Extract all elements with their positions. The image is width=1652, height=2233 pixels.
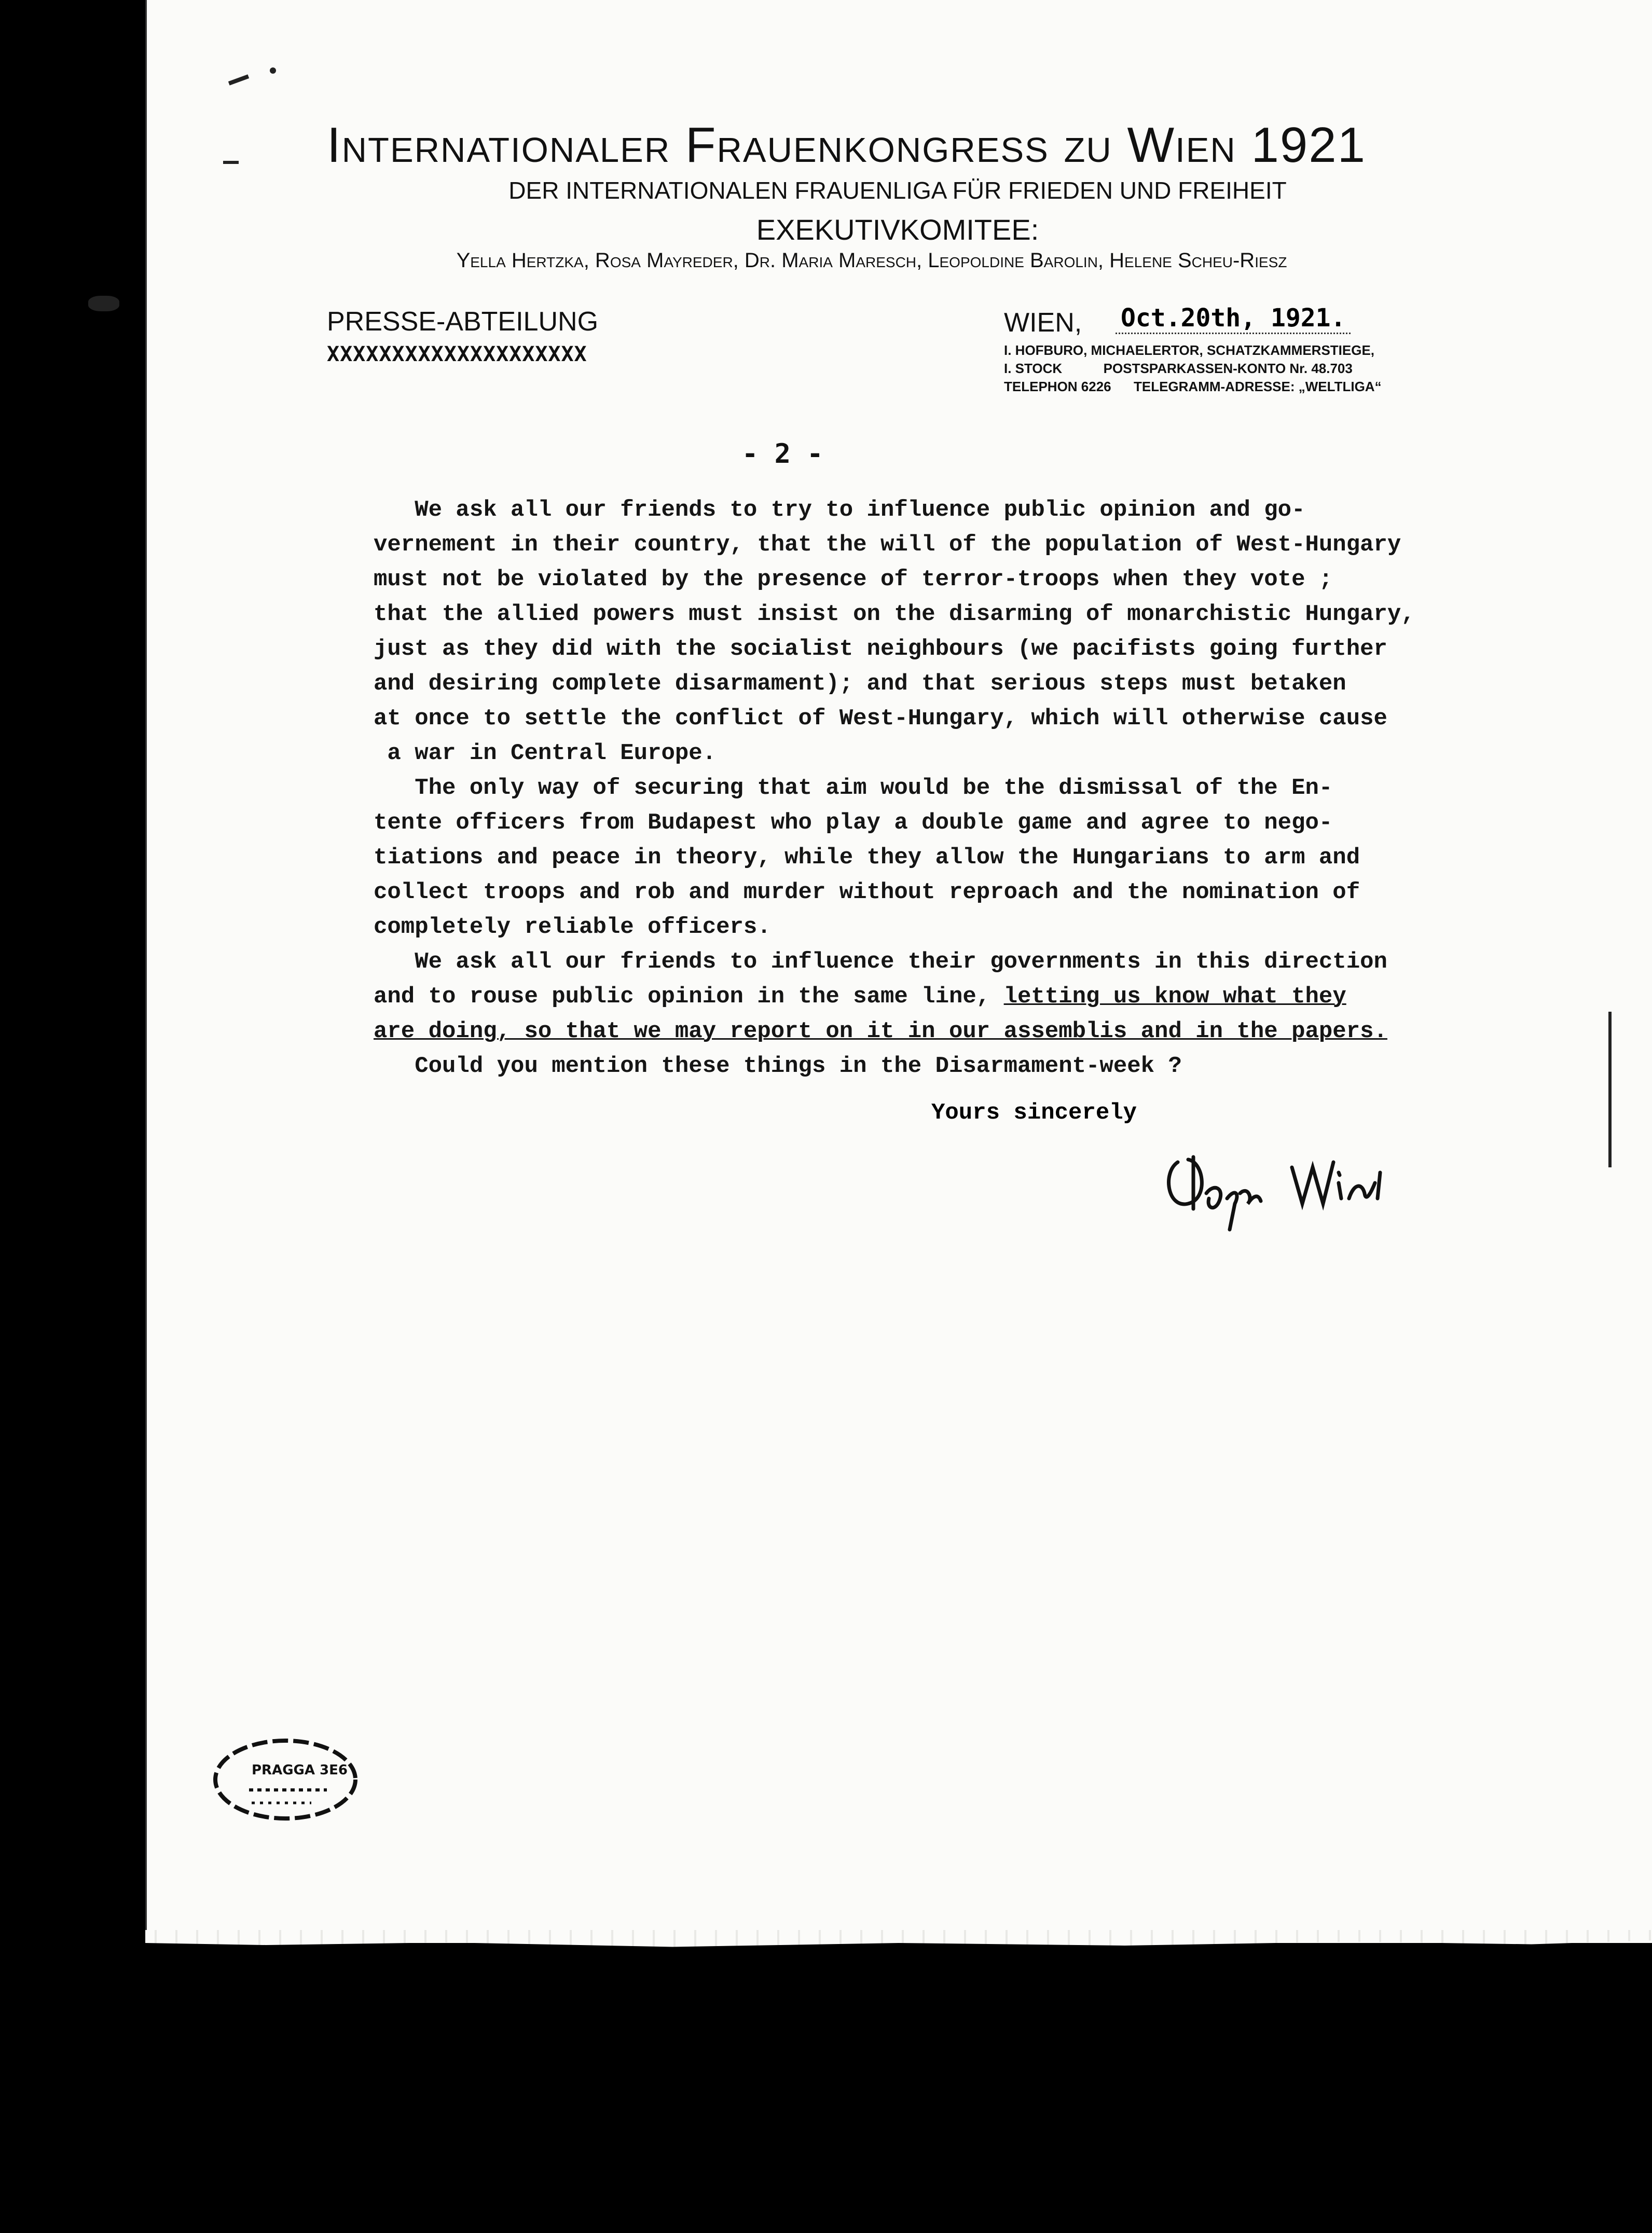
handwritten-signature <box>1157 1131 1427 1235</box>
address-line-2: I. STOCK POSTSPARKASSEN-KONTO Nr. 48.703 <box>1004 361 1353 376</box>
text-line: Could you mention these things in the Disarmament-week ? <box>374 1053 1182 1079</box>
text-line: collect troops and rob and murder without reproach and the nomination of <box>374 879 1360 905</box>
address-line-3: TELEPHON 6226 TELEGRAMM-ADRESSE: „WELTLIGA“ <box>1004 379 1382 394</box>
archive-stamp <box>208 1733 363 1826</box>
text-line <box>374 980 1619 1014</box>
svg-text:PRAGGA 3E6: PRAGGA 3E6 <box>252 1762 348 1778</box>
city-label: WIEN, <box>1004 308 1082 338</box>
text-line: that the allied powers must insist on the disarming of monarchistic Hungary, <box>374 601 1415 627</box>
text-line: tiations and peace in theory, while they allow the Hungarians to arm and <box>374 845 1360 871</box>
text-line: We ask all our friends to try to influence public opinion and go- <box>374 497 1305 523</box>
department-label: PRESSE-ABTEILUNG <box>327 307 599 337</box>
paragraph-4 <box>374 1049 1619 1084</box>
text-line: vernement in their country, that the will of the population of West-Hungary <box>374 532 1401 558</box>
underlined-text: letting us know what they <box>1003 984 1346 1010</box>
text-line: completely reliable officers. <box>374 914 771 940</box>
text-line: a war in Central Europe. <box>374 740 717 766</box>
text-line: tente officers from Budapest who play a double game and agree to nego- <box>374 810 1333 836</box>
text-line: must not be violated by the presence of terror-troops when they vote ; <box>374 567 1333 592</box>
text-line: We ask all our friends to influence their governments in this direction <box>374 949 1387 975</box>
underlined-text-line: are doing, so that we may report on it in our assemblis and in the papers. <box>374 1018 1387 1044</box>
paragraph-1 <box>374 493 1619 771</box>
struck-out-line: XXXXXXXXXXXXXXXXXXXX <box>327 342 587 366</box>
scan-mark <box>270 67 276 74</box>
letter-body <box>374 493 1619 1084</box>
letterhead-title: Internationaler Frauenkongress zu Wien 1921 <box>327 117 1367 173</box>
text-line: The only way of securing that aim would be the dismissal of the En- <box>374 775 1333 801</box>
paragraph-2 <box>374 771 1619 945</box>
scan-mark <box>223 161 239 164</box>
committee-label: EXEKUTIVKOMITEE: <box>756 213 1039 246</box>
text-line: at once to settle the conflict of West-Hungary, which will otherwise cause <box>374 706 1387 732</box>
committee-members: Yella Hertzka, Rosa Mayreder, Dr. Maria Maresch, Leopoldine Barolin, Helene Scheu-Riesz <box>456 249 1287 272</box>
paragraph-3 <box>374 945 1619 1049</box>
letterhead-subtitle: DER INTERNATIONALEN FRAUENLIGA FÜR FRIEDEN UND FREIHEIT <box>508 177 1287 204</box>
closing-salutation: Yours sincerely <box>931 1100 1137 1126</box>
text-line: and desiring complete disarmament); and that serious steps must betaken <box>374 671 1346 697</box>
torn-edge <box>145 1930 1652 1956</box>
scan-mark <box>88 296 119 311</box>
page-number: - 2 - <box>742 438 823 470</box>
text-segment: and to rouse public opinion in the same line, <box>374 984 1004 1010</box>
address-line-1: I. HOFBURO, MICHAELERTOR, SCHATZKAMMERSTIEGE, <box>1004 342 1375 358</box>
text-line: just as they did with the socialist neighbours (we pacifists going further <box>374 636 1387 662</box>
letter-date: Oct.20th, 1921. <box>1116 304 1351 334</box>
